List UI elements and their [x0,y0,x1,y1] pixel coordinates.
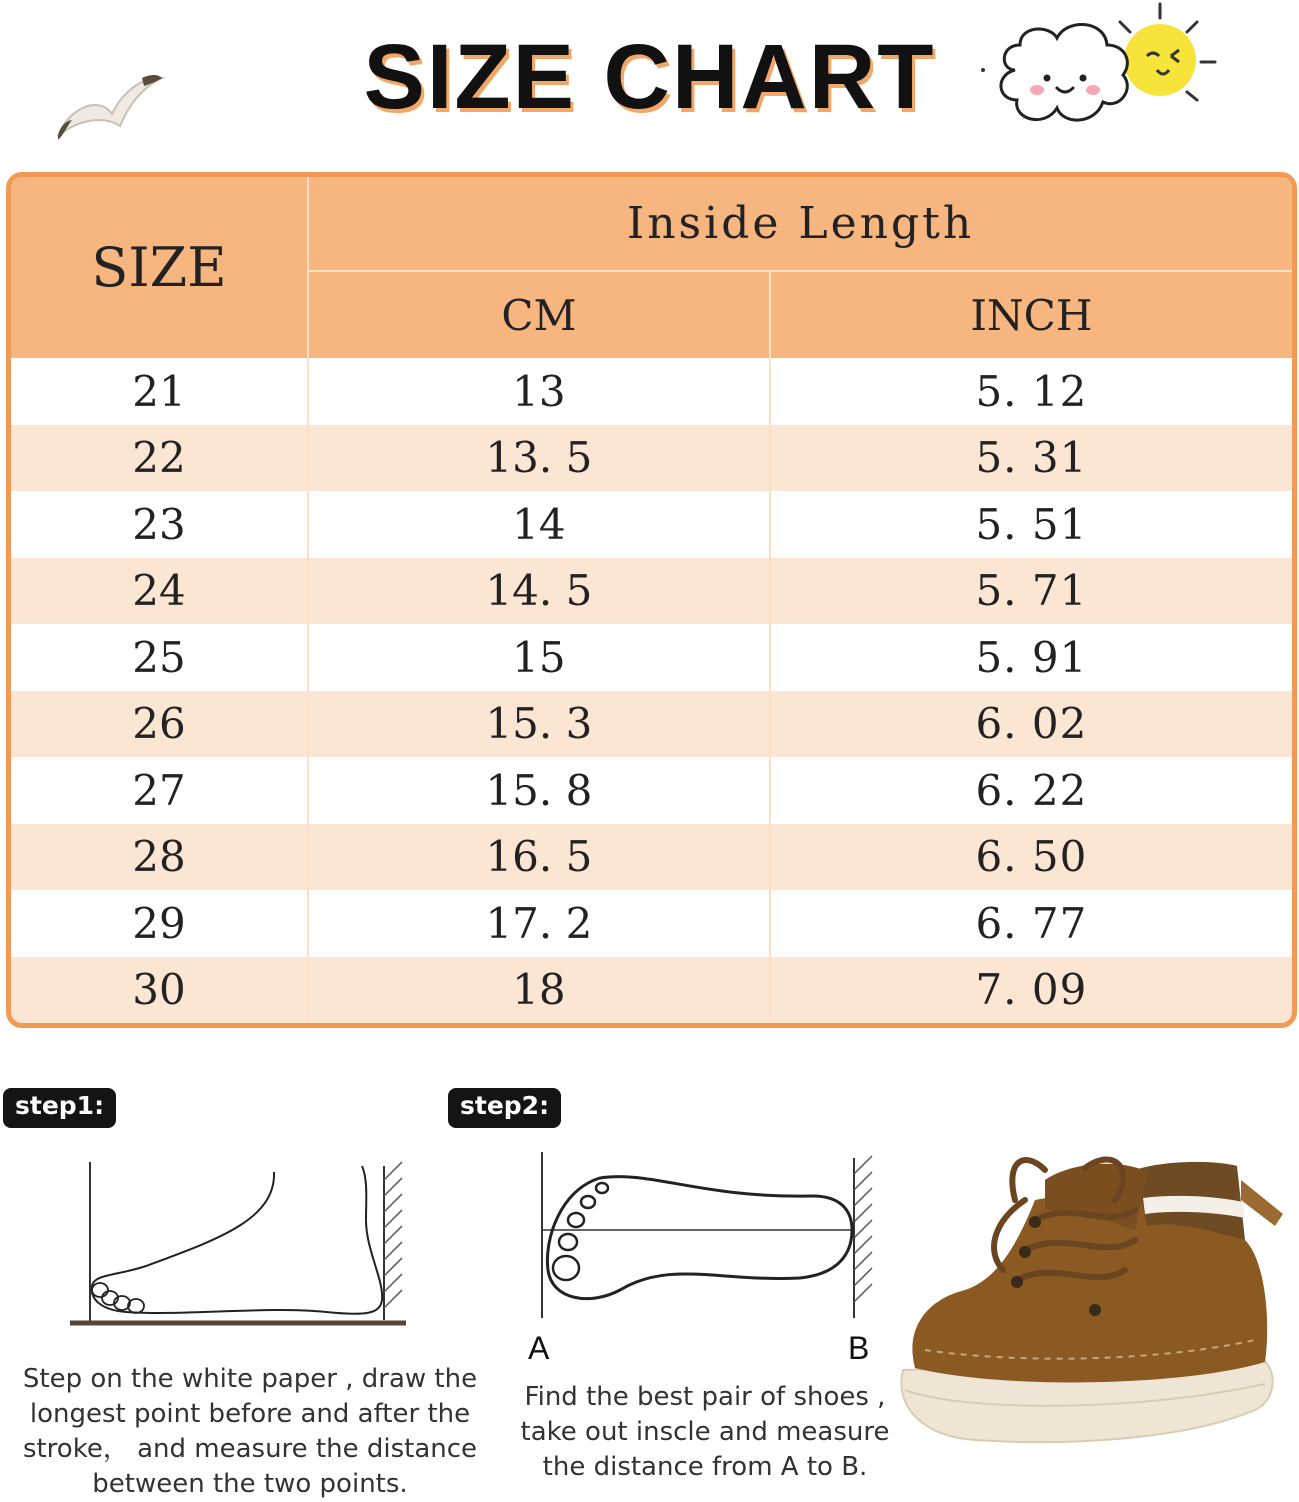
inch-cell: 5. 71 [770,558,1292,625]
size-cell: 30 [11,957,308,1024]
caption-line: between the two points. [92,1469,408,1499]
size-cell: 27 [11,757,308,824]
table-row [11,558,1292,625]
step1-caption [20,1362,480,1502]
inch-cell: 5. 12 [770,358,1292,425]
table-row [11,491,1292,558]
size-cell: 21 [11,358,308,425]
table-row [11,425,1292,492]
step1-badge: step1: [3,1088,116,1128]
page-title: SIZE CHART [363,26,936,128]
cm-cell: 15. 3 [308,691,770,758]
foot-side-illustration [66,1160,416,1330]
inch-column-header: INCH [770,271,1292,358]
caption-line: the distance from A to B. [542,1452,868,1482]
size-cell: 23 [11,491,308,558]
table-row [11,624,1292,691]
table-row [11,824,1292,891]
table-row [11,957,1292,1024]
cm-cell: 13. 5 [308,425,770,492]
inside-length-header: Inside Length [308,177,1292,271]
cm-cell: 17. 2 [308,890,770,957]
table-row [11,691,1292,758]
step2-caption [490,1380,920,1485]
inch-cell: 7. 09 [770,957,1292,1024]
inch-cell: 6. 02 [770,691,1292,758]
inch-cell: 5. 31 [770,425,1292,492]
table-row [11,890,1292,957]
size-cell: 28 [11,824,308,891]
cm-cell: 13 [308,358,770,425]
inch-cell: 6. 22 [770,757,1292,824]
table-row [11,757,1292,824]
point-b-label: B [848,1330,870,1366]
caption-line: stroke， and measure the distance [22,1434,478,1464]
caption-line: Step on the white paper , draw the [22,1364,478,1394]
cm-cell: 14. 5 [308,558,770,625]
boot-product-image [885,1140,1290,1460]
size-table [6,172,1297,1028]
inch-cell: 5. 91 [770,624,1292,691]
size-cell: 22 [11,425,308,492]
cm-column-header: CM [308,271,770,358]
inch-cell: 6. 77 [770,890,1292,957]
cloud-sun-icon [975,0,1225,145]
caption-line: Find the best pair of shoes , [524,1382,886,1412]
cm-cell: 15 [308,624,770,691]
size-cell: 26 [11,691,308,758]
cm-cell: 14 [308,491,770,558]
cm-cell: 18 [308,957,770,1024]
inch-cell: 5. 51 [770,491,1292,558]
cm-cell: 16. 5 [308,824,770,891]
insole-illustration [530,1150,880,1320]
bird-icon [50,66,170,146]
step2-badge: step2: [448,1088,561,1128]
cm-cell: 15. 8 [308,757,770,824]
size-cell: 25 [11,624,308,691]
table-row [11,358,1292,425]
size-cell: 29 [11,890,308,957]
size-cell: 24 [11,558,308,625]
size-column-header: SIZE [11,177,308,358]
caption-line: longest point before and after the [29,1399,471,1429]
point-a-label: A [528,1330,550,1366]
inch-cell: 6. 50 [770,824,1292,891]
caption-line: take out inscle and measure [520,1417,890,1447]
